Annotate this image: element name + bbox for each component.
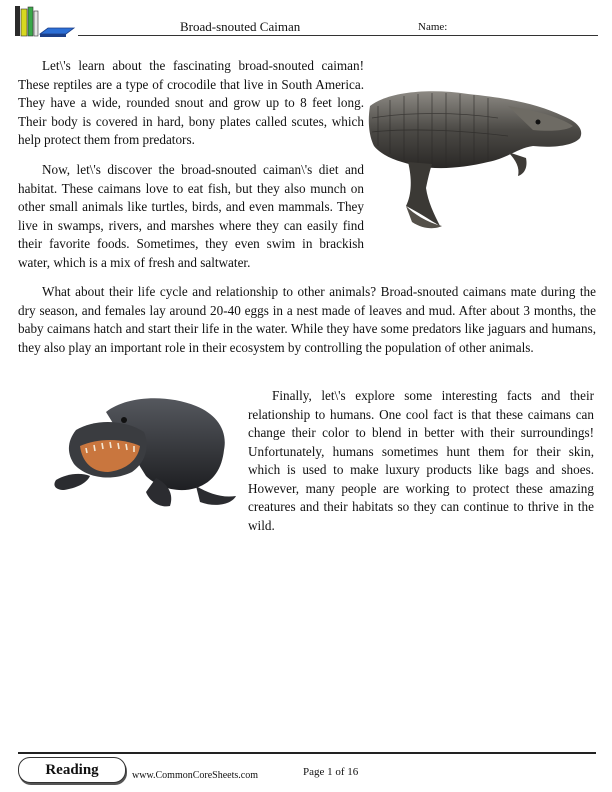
page-number: Page 1 of 16 bbox=[303, 766, 359, 778]
paragraph-intro: Let\'s learn about the fascinating broad-snouted caiman! These reptiles are a type of crocodile that live in South America. They have a wide, rounded snout and grow up to 8 feet long. Their body is covered in hard, bony plates called scutes, which help protect them from predators. bbox=[18, 58, 364, 147]
paragraph-diet-habitat: Now, let\'s discover the broad-snouted caiman\'s diet and habitat. These caimans love to eat fish, but they also munch on other small animals like turtles, birds, and even mammals. They live in swamps, rivers, and marshes where they can easily find their favorite foods. Sometimes, they even swim in brackish water, which is a mix of fresh and saltwater. bbox=[18, 162, 364, 270]
footer-url: www.CommonCoreSheets.com bbox=[132, 770, 259, 781]
footer-divider bbox=[18, 752, 596, 754]
paragraph-facts-humans: Finally, let\'s explore some interesting facts and their relationship to humans. One cool fact is that these caimans can change their color to blend in better with their surroundings! Unfortunately, humans sometimes hunt them for their skin, which is used to make luxury products like bags and shoes. However, many people are working to protect these amazing creatures and their habitats so they can continue to thrive in the wild. bbox=[248, 388, 594, 533]
header-divider bbox=[78, 35, 598, 36]
worksheet-title: Broad-snouted Caiman bbox=[180, 19, 301, 34]
books-logo-icon bbox=[14, 4, 76, 38]
caiman-side-photo bbox=[368, 86, 586, 232]
paragraph-life-cycle: What about their life cycle and relationship to other animals? Broad-snouted caimans mate during the dry season, and females lay around 20-40 eggs in a nest made of leaves and mud. After about 3 months, the baby caimans hatch and start their life in the water. While they have some predators like jaguars and humans, they also play an important role in their ecosystem by controlling the population of other animals. bbox=[18, 284, 596, 355]
caiman-front-photo bbox=[46, 390, 240, 512]
name-label: Name: bbox=[418, 21, 448, 33]
reading-badge: Reading bbox=[18, 757, 126, 783]
